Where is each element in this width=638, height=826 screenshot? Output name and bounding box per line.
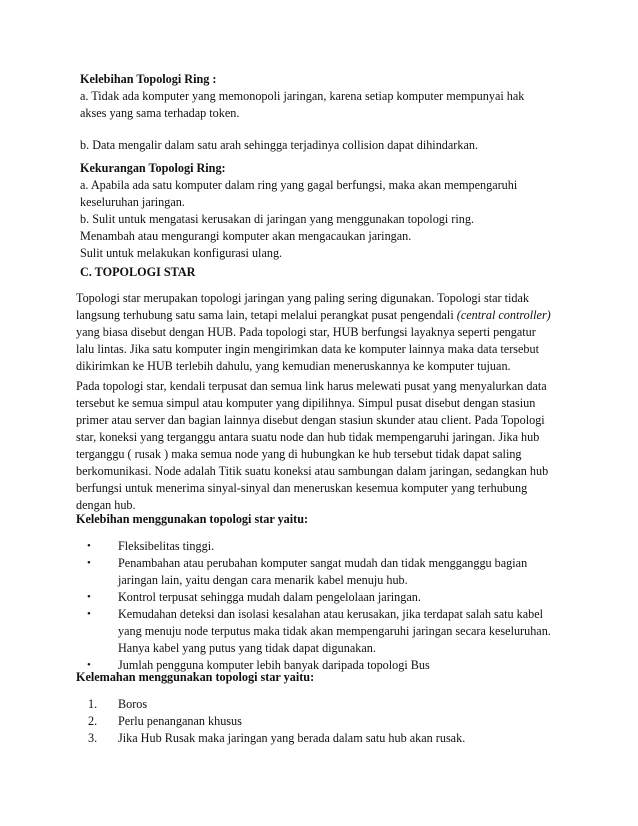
star-section-heading: C. TOPOLOGI STAR bbox=[80, 265, 196, 279]
list-item: 3. Jika Hub Rusak maka jaringan yang berada dalam satu hub akan rusak. bbox=[88, 731, 466, 745]
list-item: • Jumlah pengguna komputer lebih banyak daripada topologi Bus bbox=[87, 658, 430, 672]
bullet-icon: • bbox=[87, 659, 91, 671]
list-number: 2. bbox=[88, 714, 98, 728]
ring-advantage-a-line-1: a. Tidak ada komputer yang memonopoli jaringan, karena setiap komputer mempunyai hak bbox=[80, 89, 525, 103]
ring-advantage-b: b. Data mengalir dalam satu arah sehingga terjadinya collision dapat dihindarkan. bbox=[80, 138, 478, 152]
ring-disadvantage-line: keseluruhan jaringan. bbox=[80, 195, 185, 209]
star-p2-line: star, koneksi yang terganggu antara suatu node dan hub tidak mempengaruhi jaringan. Jika hub bbox=[76, 430, 540, 444]
ring-disadvantage-line: a. Apabila ada satu komputer dalam ring yang gagal berfungsi, maka akan mempengaruhi bbox=[80, 178, 518, 192]
ring-disadvantages-heading: Kekurangan Topologi Ring: bbox=[80, 161, 226, 175]
bullet-icon: • bbox=[87, 591, 91, 603]
star-paragraph-1 bbox=[76, 290, 568, 375]
star-advantages-list bbox=[76, 538, 568, 674]
list-item: • Kemudahan deteksi dan isolasi kesalahan atau kerusakan, jika terdapat salah satu kabel yang menuju node terputus maka tidak akan mempengaruhi jaringan secara keseluruhan. Hanya kabel yang putus yang tidak dapat digunakan. bbox=[87, 607, 551, 655]
list-number: 3. bbox=[88, 731, 98, 745]
star-p2-line: tersebut ke semua simpul atau komputer yang dipilihnya. Simpul pusat disebut dengan stasiun bbox=[76, 396, 536, 410]
star-weaknesses-heading-block bbox=[76, 669, 568, 686]
bullet-icon: • bbox=[87, 608, 91, 620]
list-item: • Kontrol terpusat sehingga mudah dalam pengelolaan jaringan. bbox=[87, 590, 421, 604]
ring-advantage-a-line-2: akses yang sama terhadap token. bbox=[80, 106, 240, 120]
star-advantages-heading: Kelebihan menggunakan topologi star yaitu: bbox=[76, 512, 309, 526]
star-p2-line: berfungsi untuk menerima sinyal-sinyal dan meneruskan kesemua komputer yang terhubung bbox=[76, 481, 528, 495]
central-controller-term: (central controller) bbox=[456, 308, 551, 322]
star-p2-line: berkomunikasi. Node adalah Titik suatu koneksi atau sambungan dalam jaringan, sedangkan hub bbox=[76, 464, 549, 478]
ring-disadvantage-line: Menambah atau mengurangi komputer akan mengacaukan jaringan. bbox=[80, 229, 412, 243]
star-paragraph-2 bbox=[76, 378, 568, 514]
ring-disadvantage-line: b. Sulit untuk mengatasi kerusakan di jaringan yang menggunakan topologi ring. bbox=[80, 212, 474, 226]
star-heading-block bbox=[80, 264, 572, 281]
list-item: • Fleksibelitas tinggi. bbox=[87, 539, 215, 553]
ring-advantages-section bbox=[80, 71, 572, 154]
bullet-icon: • bbox=[87, 540, 91, 552]
star-p1-line: yang biasa disebut dengan HUB. Pada topologi star, HUB berfungsi layaknya seperti pengatur bbox=[76, 325, 536, 339]
star-advantages-heading-block bbox=[76, 511, 568, 528]
ring-disadvantages-section bbox=[80, 160, 572, 262]
star-p2-line: primer atau server dan bagian lainnya disebut dengan stasiun skunder atau client. Pada Topologi bbox=[76, 413, 545, 427]
star-p1-line: lalu lintas. Jika satu komputer ingin mengirimkan data ke komputer lainnya maka data tersebut bbox=[76, 342, 540, 356]
list-number: 1. bbox=[88, 697, 98, 711]
bullet-icon: • bbox=[87, 557, 91, 569]
list-item: 2. Perlu penanganan khusus bbox=[88, 714, 242, 728]
star-p1-line: langsung terhubung satu sama lain, tetapi melalui perangkat pusat pengendali (central controller) bbox=[76, 308, 551, 322]
star-p1-line: Topologi star merupakan topologi jaringan yang paling sering digunakan. Topologi star tidak bbox=[76, 291, 529, 305]
list-item: • Penambahan atau perubahan komputer sangat mudah dan tidak mengganggu bagian jaringan lain, yaitu dengan cara menarik kabel menuju hub. bbox=[87, 556, 528, 587]
ring-disadvantage-line: Sulit untuk melakukan konfigurasi ulang. bbox=[80, 246, 283, 260]
star-p2-line: terganggu ( rusak ) maka semua node yang di hubungkan ke hub tersebut tidak dapat saling bbox=[76, 447, 522, 461]
list-item: 1. Boros bbox=[88, 697, 148, 711]
star-p1-line: dikirimkan ke HUB terlebih dahulu, yang kemudian meneruskannya ke komputer tujuan. bbox=[76, 359, 511, 373]
star-weaknesses-heading: Kelemahan menggunakan topologi star yaitu: bbox=[76, 670, 315, 684]
star-weaknesses-list bbox=[76, 696, 568, 747]
star-p2-line: Pada topologi star, kendali terpusat dan semua link harus melewati pusat yang menyalurkan data bbox=[76, 379, 547, 393]
ring-advantages-heading: Kelebihan Topologi Ring : bbox=[80, 72, 217, 86]
star-p2-line: dengan hub. bbox=[76, 498, 136, 512]
